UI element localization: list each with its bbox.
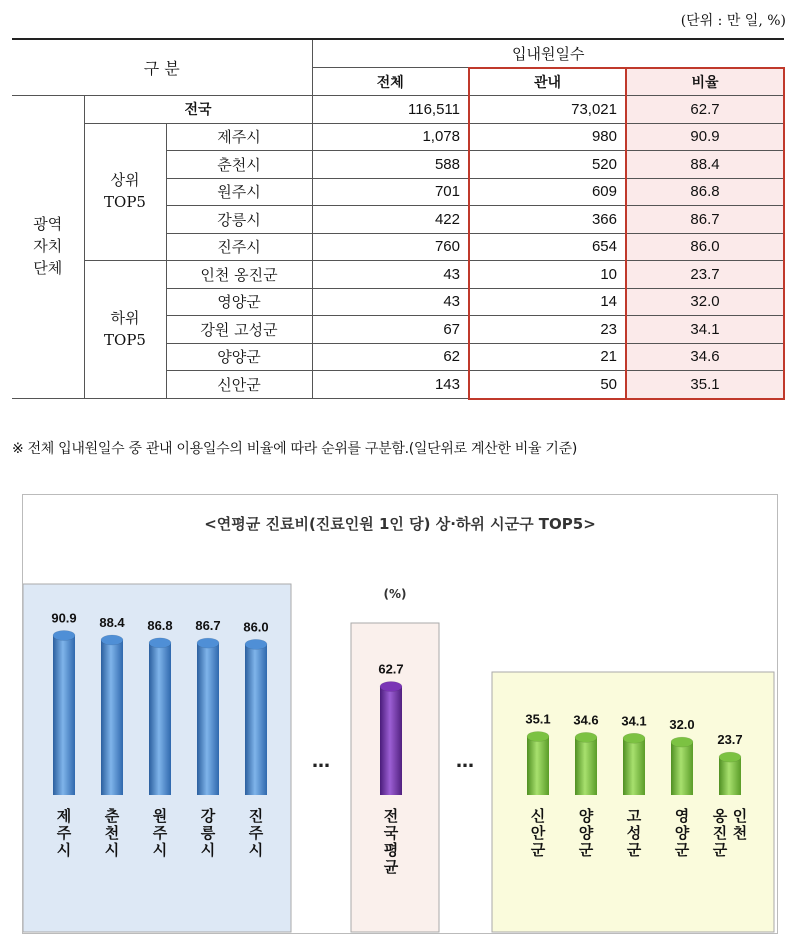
data-label-top5-2: 86.8 [147,617,173,633]
data-label-bottom5-0: 35.1 [525,711,551,727]
tick-label-top5-4: 진 [248,807,264,825]
data-table [12,38,785,400]
city-within: 980 [469,123,626,151]
bar-bottom5-1 [575,737,597,795]
city-within: 21 [469,343,626,371]
city-ratio: 34.1 [626,316,784,344]
tick-label-bottom5-4: 진 [712,824,728,842]
bar-top5-1 [101,640,123,795]
bar-cap-top5-3 [197,638,219,648]
city-total: 701 [312,178,469,206]
national-ratio: 62.7 [626,96,784,124]
tick-label-top5-2: 주 [152,824,168,842]
ellipsis-0: … [312,751,330,772]
chart-unit-label: (%) [383,587,407,601]
city-ratio: 88.4 [626,151,784,179]
chart-title: <연평균 진료비(진료인원 1인 당) 상·하위 시군구 TOP5> [204,515,596,533]
tick-label-top5-0: 제 [56,807,72,825]
tick-label-top5-1: 춘 [104,807,120,825]
national-total: 116,511 [312,96,469,124]
tick-label-top5-4: 주 [248,824,264,842]
tick-label-bottom5-3: 양 [674,824,690,842]
bar-top5-3 [197,643,219,795]
city-ratio: 35.1 [626,371,784,399]
top5-label: 상위 TOP5 [84,123,166,261]
bar-cap-bottom5-1 [575,732,597,742]
tick-label-bottom5-1: 양 [578,807,594,825]
bar-top5-2 [149,643,171,795]
tick-label-bottom5-4: 군 [712,841,728,859]
bar-bottom5-3 [671,742,693,795]
national-within: 73,021 [469,96,626,124]
bar-chart [23,495,777,933]
bar-bottom5-0 [527,736,549,795]
bar-cap-top5-2 [149,638,171,648]
city-ratio: 86.7 [626,206,784,234]
city-name: 양양군 [166,343,312,371]
city-name: 인천 옹진군 [166,261,312,289]
tick-label-bottom5-0: 안 [530,824,546,842]
tick-label-bottom5-3: 영 [674,807,690,825]
city-name: 신안군 [166,371,312,399]
region-group-label: 광역 자치 단체 [12,96,84,399]
city-within: 609 [469,178,626,206]
bar-top5-4 [245,644,267,795]
tick-label-top5-2: 시 [152,841,168,859]
data-label-bottom5-4: 23.7 [717,732,743,748]
city-name: 춘천시 [166,151,312,179]
tick-label-bottom5-2: 군 [626,841,642,859]
bottom5-label: 하위 TOP5 [84,261,166,399]
data-label-top5-0: 90.9 [51,610,77,626]
header-within: 관내 [469,68,626,96]
bar-cap-bottom5-3 [671,737,693,747]
tick-label-top5-1: 시 [104,841,120,859]
tick-label-bottom5-0: 신 [530,807,546,825]
city-total: 143 [312,371,469,399]
city-ratio: 86.8 [626,178,784,206]
data-label-bottom5-3: 32.0 [669,717,695,733]
tick-label-bottom5-3: 군 [674,841,690,859]
chart-container [22,494,778,934]
bar-bottom5-4 [719,757,741,795]
tick-label-bottom5-1: 양 [578,824,594,842]
data-label-top5-4: 86.0 [243,619,269,635]
city-name: 진주시 [166,233,312,261]
city-within: 10 [469,261,626,289]
bar-cap-bottom5-0 [527,731,549,741]
city-within: 654 [469,233,626,261]
city-total: 1,078 [312,123,469,151]
bar-cap-top5-4 [245,639,267,649]
city-ratio: 90.9 [626,123,784,151]
city-name: 강릉시 [166,206,312,234]
city-total: 43 [312,261,469,289]
city-total: 43 [312,288,469,316]
tick-label-top5-0: 주 [56,824,72,842]
city-name: 제주시 [166,123,312,151]
city-name: 강원 고성군 [166,316,312,344]
tick-label-top5-0: 시 [56,841,72,859]
city-ratio: 32.0 [626,288,784,316]
bar-top5-0 [53,635,75,795]
data-label-national-0: 62.7 [378,661,404,677]
tick-label-national-0: 전 [383,807,399,825]
data-label-bottom5-2: 34.1 [621,713,647,729]
bar-cap-bottom5-4 [719,752,741,762]
city-within: 520 [469,151,626,179]
table-row [12,123,784,151]
tick-label-bottom5-4: 천 [732,824,748,842]
tick-label-bottom5-2: 고 [626,807,642,825]
header-total: 전체 [312,68,469,96]
city-within: 23 [469,316,626,344]
data-label-top5-3: 86.7 [195,618,221,634]
tick-label-bottom5-2: 성 [626,824,642,842]
tick-label-top5-1: 천 [104,824,120,842]
bar-cap-national-0 [380,682,402,692]
header-group: 입내원일수 [312,39,784,68]
tick-label-top5-3: 시 [200,841,216,859]
tick-label-bottom5-1: 군 [578,841,594,859]
city-total: 67 [312,316,469,344]
header-category: 구 분 [12,39,312,96]
header-ratio: 비율 [626,68,784,96]
tick-label-top5-3: 강 [200,807,216,825]
footnote: ※ 전체 입내원일수 중 관내 이용일수의 비율에 따라 순위를 구분함.(일단위로 계산한 비율 기준) [12,441,577,457]
tick-label-top5-3: 릉 [200,824,216,842]
city-within: 366 [469,206,626,234]
national-name: 전국 [84,96,312,124]
city-ratio: 23.7 [626,261,784,289]
city-ratio: 86.0 [626,233,784,261]
tick-label-top5-2: 원 [152,807,168,825]
ellipsis-1: … [456,751,474,772]
bar-cap-bottom5-2 [623,733,645,743]
city-within: 50 [469,371,626,399]
city-within: 14 [469,288,626,316]
tick-label-national-0: 국 [383,824,399,842]
bar-national-0 [380,687,402,795]
data-label-top5-1: 88.4 [99,614,125,630]
bar-cap-top5-1 [101,635,123,645]
city-name: 영양군 [166,288,312,316]
tick-label-bottom5-0: 군 [530,841,546,859]
bar-bottom5-2 [623,738,645,795]
bar-cap-top5-0 [53,630,75,640]
tick-label-top5-4: 시 [248,841,264,859]
data-label-bottom5-1: 34.6 [573,712,599,728]
tick-label-bottom5-4: 옹 [712,807,728,825]
city-total: 422 [312,206,469,234]
city-total: 588 [312,151,469,179]
unit-label: (단위 : 만 일, %) [680,13,786,29]
tick-label-national-0: 평 [383,841,399,859]
tick-label-national-0: 균 [383,858,399,876]
city-name: 원주시 [166,178,312,206]
city-ratio: 34.6 [626,343,784,371]
city-total: 62 [312,343,469,371]
table-row [12,261,784,289]
tick-label-bottom5-4: 인 [732,807,748,825]
city-total: 760 [312,233,469,261]
